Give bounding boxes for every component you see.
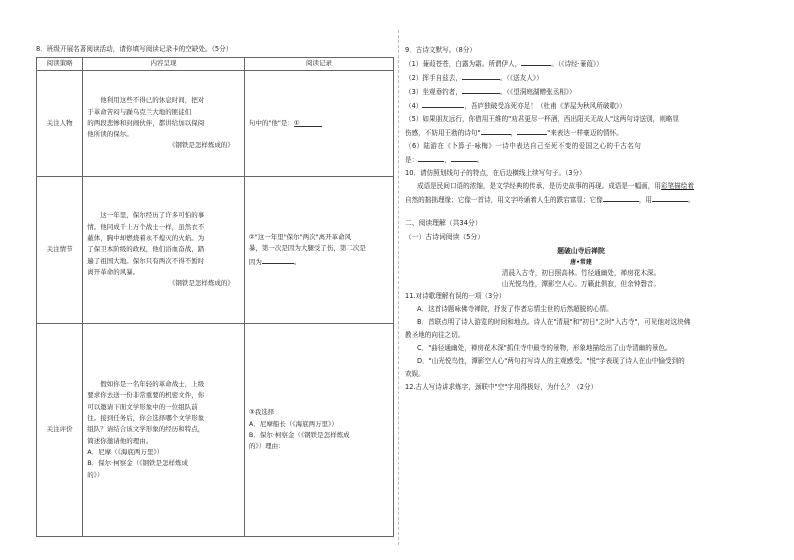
source-citation: 《钢铁是怎样炼成的》 [168,279,234,288]
q11-option-d-line-2: 欢娱。 [405,370,425,378]
record-line: ③我选择 [248,408,275,417]
item-post: 。（《诗经·蒹葭》） [551,60,603,68]
table-row [37,71,394,177]
item-post: "来表达一样豪迈的情怀。 [547,129,623,137]
underlined-phrase: 彩笔描绘着 [660,182,694,190]
item-post: 。 [476,156,484,164]
q11-option-d-line-1: D．"山光悦鸟性，潭影空人心"两句打写诗人的主观感受。"悦"字表现了诗人在山中愉受到的 [417,357,685,365]
header-content: 内容呈现 [83,58,245,71]
q10-text: 自然的拙拙理缘；它像一首诗，用文字吟诵着人生的跌宕富显；它像 [405,196,603,204]
q9-item-3 [405,85,757,99]
answer-blank[interactable] [517,126,547,135]
content-line: 遍了祖国大地。保尔只有两次不得不暂时 [87,256,205,265]
item-mid: ， [510,129,518,137]
option-line: A．尼摩（《海底两万里》） [87,447,164,456]
answer-blank[interactable] [418,153,444,162]
section-2-heading: 二、阅读理解（共34分） [405,219,482,227]
question-11-title: 11.对诗歌理解有误的一项（3分） [405,292,506,300]
strategy-cell: 关注人物 [37,71,83,177]
item-mid: ， [444,156,451,164]
question-12-title: 12.古人写诗讲求炼字，颈联中"空"字用得极好，为什么？（2分） [405,383,598,391]
item-pre: 是： [405,156,419,164]
q11-option-b-line-2: 教圣地的向往之切。 [405,331,465,339]
content-line: 假如你是一名年轻的革命战士，上级 [100,380,205,389]
item-pre: （2）挥手自兹去， [405,74,462,82]
strategy-cell: 关注评价 [37,324,83,537]
answer-blank-1[interactable] [294,118,322,127]
record-line: A．尼摩船长（《海底两万里》） [248,419,338,428]
q10-end: 。 [688,196,695,204]
record-suffix: 。 [293,257,301,266]
content-line: 组队？请结合该文学形象的经历和特点， [87,425,205,434]
blank-mark: ① [293,118,300,127]
content-line: 蔽体，胸中却燃烧着永不熄灭的火焰。为 [87,234,205,243]
item-pre: （4） [405,102,423,110]
content-line: 简述你邀请他的理由。 [87,436,153,445]
column-divider [398,30,400,545]
item-post: 。（《望洞庭湖赠张丞相》） [499,88,576,96]
answer-blank[interactable] [451,153,477,162]
record-prompt: 句中的"他"是： [248,118,294,127]
item-post: 。（《送友人》） [499,74,543,82]
answer-blank[interactable] [462,71,500,80]
q10-line-1 [405,180,757,193]
q9-item-6-line-2 [405,153,757,167]
content-cell [83,177,245,324]
content-line: 可以邀请下面文学形象中的一位组队前 [87,402,198,411]
q10-mid: ，用 [638,196,652,204]
content-line: 于革命苦闷与躁乌克兰大地的匪徒们 [87,107,192,116]
q11-option-b-line-1: B．首联点明了诗人游览的时间和地点。诗人在"清晨"和"初日"之时"入古寺"，可见他对这块佛 [417,318,691,326]
q9-item-2 [405,71,757,85]
record-cell[interactable] [244,177,393,324]
q9-item-6-line-1: （6）陆游在《卜算子·咏梅》一诗中表达自己至死不变的爱国之心的千古名句 [405,142,642,150]
answer-blank[interactable] [462,85,500,94]
record-cell[interactable] [244,71,393,177]
answer-blank[interactable] [422,99,464,108]
record-line: 因为 [248,257,262,266]
poem-line: 山光悦鸟性，潭影空人心。万籁此俱寂，但余钟磬音。 [501,280,661,288]
poem-line: 清晨入古寺，初日照高林。竹径通幽处，禅房花木深。 [501,269,661,277]
content-line: 他所读的保尔。 [87,130,133,139]
content-cell [83,71,245,177]
item-pre: （1）蒹葭苍苍，白露为霜。所谓伊人， [405,60,522,68]
question-10-title: 10．请仿照划线句子的特点，在后边横线上续写句子。（3分） [405,169,586,177]
option-line: B．保尔·柯察金（《钢铁是怎样炼成 [87,459,188,468]
subsection-1-heading: （一）古诗词阅读（5分） [405,233,485,241]
reading-record-table [36,57,394,537]
strategy-cell: 关注情节 [37,177,83,324]
option-line: 的》） [87,470,104,479]
q9-item-5-line-1: （5）如果朋友远行，你借用王维的"劝君更尽一杯酒，西出阳关无故人"这两句诗送别，则略显 [405,115,680,123]
answer-blank[interactable] [521,57,551,66]
table-row [37,177,394,324]
q10-text: 成语是民间口语的浓缩，是文学经典的传承，是历史故事的再现。成语是一幅画，用 [417,182,661,190]
table-row [37,324,394,537]
question-9-title: 9．古诗文默写。（8分） [405,46,477,54]
content-line: 离开革命的风暴。 [87,267,140,276]
content-line: 他利用这些不得已的休息时间，把对 [100,96,205,105]
item-post: ，吾庐独破受冻死亦足！（杜甫《茅屋为秋风所破歌》） [464,102,626,110]
table-header-row [37,58,394,71]
q9-item-5-line-2 [405,126,757,140]
answer-blank[interactable] [603,193,639,202]
q11-option-a: A．这首诗题咏佛寺禅院，抒发了作者忘情尘世的后然超脱的心情。 [417,305,613,313]
question-8-title: 8．班级开展名著阅读活动，请你填写阅读记录卡的空缺处。（5分） [36,45,233,53]
record-line: ②"这一年里"保尔"两次"离开革命风 [248,233,352,242]
q10-line-2 [405,193,757,207]
left-column [36,44,394,537]
content-cell [83,324,245,537]
record-line-3 [249,255,389,268]
source-citation: 《钢铁是怎样炼成的》 [168,141,234,150]
item-pre: （3）坐观垂钓者， [405,88,462,96]
content-line: 这一年里，保尔经历了许多可怕的事 [100,211,205,220]
header-record: 阅读记录 [244,58,393,71]
content-line: 往。接到任务后，你会选择哪个文学形象 [87,414,205,423]
record-line: B．保尔·柯察金（《钢铁是怎样炼成 [248,431,350,439]
poem-title: 题破山寺后禅院 [557,247,605,255]
record-cell[interactable] [244,324,393,537]
answer-blank[interactable] [481,126,511,135]
q9-item-1 [405,57,757,71]
answer-blank-2[interactable] [262,255,294,264]
record-line: 暴，第一次是因为大腿受了伤，第二次是 [248,244,366,253]
content-line: 情。他同成千上万个战士一样，虽然衣不 [87,222,205,231]
q11-option-c: C．"曲径通幽处，禅房花木深"抓住寺中最寺的景物，形象地描绘出了山寺清幽的景色。 [417,344,672,352]
poem-author: 唐•常建 [570,259,592,266]
q9-item-4 [405,99,757,113]
right-column [405,44,757,394]
record-line: 的》）理由： [248,442,285,451]
content-line: 要求你去送一份非常重要的机密文件，你 [87,391,205,400]
content-line: 的两段悲惨和封闹伙伴，都讲给加以保阅 [87,118,205,127]
header-strategy: 阅读策略 [37,58,83,71]
answer-blank[interactable] [652,193,688,202]
item-pre: 伤感，不妨用王勃的诗句" [405,129,481,137]
content-line: 了保卫本阶级的政权，他们浴血奋战，踏 [87,245,205,254]
